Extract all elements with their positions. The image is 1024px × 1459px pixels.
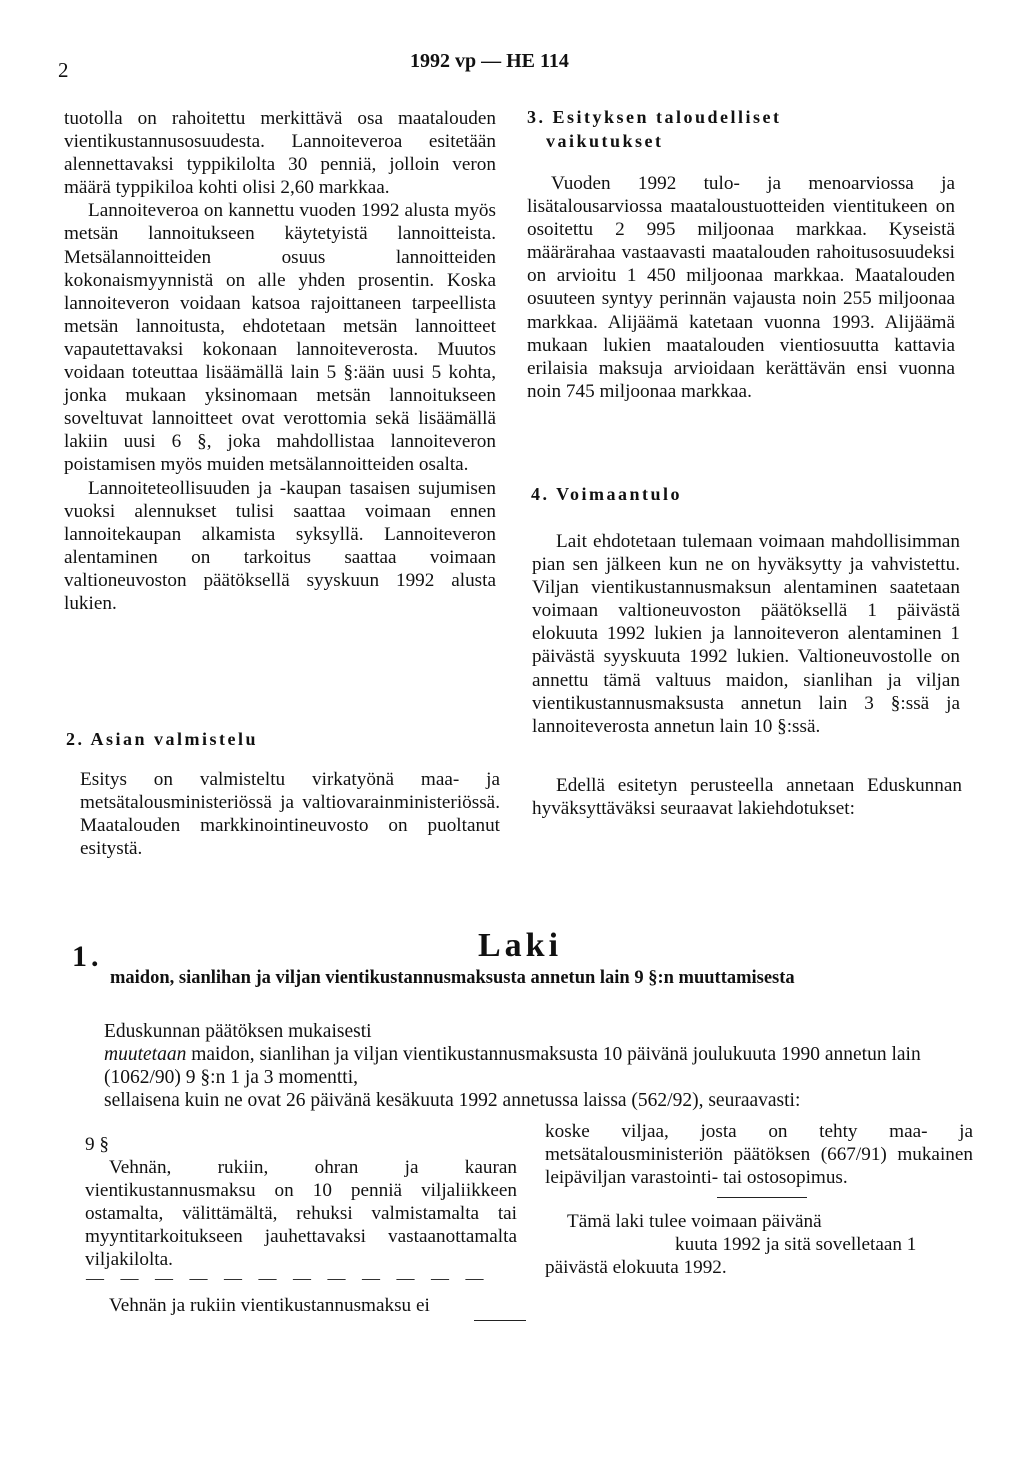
law-left-column: [85, 1133, 517, 1272]
running-title: 1992 vp — HE 114: [410, 50, 569, 72]
section-mark: 9 §: [85, 1134, 109, 1155]
law-section-text: Vehnän, rukiin, ohran ja kauran vientikustannusmaksu on 10 penniä viljaliikkeen ostamalta, välittämältä, rehuksi valmistamalta tai myyntitarkoitukseen jauhettavaksi vastaanottamalta viljakilolta.: [85, 1157, 517, 1271]
law-intro-amend: [82, 1043, 977, 1089]
left-paragraph-1: tuotolla on rahoitettu merkittävä osa maatalouden vientikustannusosuudesta. Lannoiteveroa esitetään alennettavaksi typpikilolta 30 penniä, jolloin veron määrä typpikiloa kohti olisi 2,60 markkaa.: [64, 108, 496, 199]
effect-block: [545, 1210, 975, 1279]
section-4-heading: 4. Voimaantulo: [531, 484, 683, 504]
section-4-block: [532, 530, 960, 738]
law-intro-line1: Eduskunnan päätöksen mukaisesti: [104, 1021, 372, 1042]
law-left-column-continued: [85, 1294, 525, 1317]
section-3-heading-line2: vaikutukset: [546, 131, 664, 151]
law-intro-line3: sellaisena kuin ne ovat 26 päivänä kesäkuuta 1992 annetussa laissa (562/92), seuraavasti:: [104, 1090, 801, 1111]
divider-rule-right: [717, 1197, 807, 1198]
law-number: 1.: [72, 940, 103, 973]
left-paragraph-3: Lannoiteteollisuuden ja -kaupan tasaisen sujumisen vuoksi alennukset tulisi saattaa voimaan ennen lannoitekaupan alkamista syksyllä. Lannoiteveron alentaminen on tarkoitus saattaa voimaan valtioneuvoston päätöksellä syyskuun 1992 alusta lukien.: [64, 477, 496, 614]
law-intro: [82, 1020, 977, 1112]
omission-dashes: — — — — — — — — — — — —: [86, 1268, 490, 1288]
section-2-heading: 2. Asian valmistelu: [66, 729, 259, 749]
section-3-heading-line1: 3. Esityksen taloudelliset: [527, 107, 782, 127]
section-3-block: [527, 172, 955, 403]
closing-text: Edellä esitetyn perusteella annetaan Eduskunnan hyväksyttäväksi seuraavat lakiehdotukset:: [532, 775, 962, 820]
closing-block: [532, 774, 962, 820]
divider-rule-left: [474, 1320, 526, 1321]
law-right-text: koske viljaa, josta on tehty maa- ja metsätalousministeriön päätöksen (667/91) mukainen leipäviljan varastointi- tai ostosopimus.: [545, 1121, 973, 1189]
law-intro-line2: maidon, sianlihan ja viljan vientikustannusmaksusta 10 päivänä joulukuuta 1990 annetun lain (1062/90) 9 §:n 1 ja 3 momentti,: [104, 1044, 921, 1088]
section-4-text: Lait ehdotetaan tulemaan voimaan mahdollisimman pian sen jälkeen kun ne on hyväksytty ja vahvistettu. Viljan vientikustannusmaksun alentaminen saatetaan voimaan valtioneuvoston päätöksellä 1 päivästä elokuuta 1992 lukien ja lannoiteveron alentaminen 1 päivästä syyskuuta 1992 lukien. Valtioneuvostolle on annettu tämä valtuus maidon, sianlihan ja viljan vientikustannusmaksusta annetun lain 3 §:ssä ja lannoiteverosta annetun lain 10 §:ssä.: [532, 531, 960, 737]
law-right-column: [545, 1120, 973, 1189]
section-2-block: [80, 768, 500, 860]
effect-line2: kuuta 1992 ja sitä sovelletaan 1: [675, 1234, 917, 1256]
page-number: 2: [58, 58, 69, 82]
left-column: [64, 107, 496, 615]
effect-line3: päivästä elokuuta 1992.: [545, 1257, 727, 1279]
section-3-text: Vuoden 1992 tulo- ja menoarviossa ja lisätalousarviossa maataloustuotteiden vientitukeen on osoitettu 2 995 miljoonaa markkaa. Kyseistä määrärahaa vastaavasti maatalouden rahoitusosuudeksi on arvioitu 1 450 miljoonaa markkaa. Maatalouden osuuteen syntyy perinnän vajausta noin 255 miljoonaa markkaa. Alijäämä katetaan vuonna 1993. Alijäämä mukaan lukien maatalouden vientiosuutta kattavia erilaisia maksuja arvioidaan kerättävän ensi vuonna noin 745 miljoonaa markkaa.: [527, 173, 955, 402]
effect-line1: Tämä laki tulee voimaan päivänä: [567, 1211, 822, 1232]
law-subtitle: maidon, sianlihan ja viljan vientikustannusmaksusta annetun lain 9 §:n muuttamisesta: [110, 968, 795, 988]
law-title: Laki: [478, 927, 563, 964]
law-section-text-2: Vehnän ja rukiin vientikustannusmaksu ei: [109, 1295, 430, 1316]
section-2-text: Esitys on valmisteltu virkatyönä maa- ja metsätalousministeriössä ja valtiovarainministeriössä. Maatalouden markkinointineuvosto on puoltanut esitystä.: [80, 769, 500, 860]
law-intro-verb: muutetaan: [104, 1044, 187, 1065]
left-paragraph-2: Lannoiteveroa on kannettu vuoden 1992 alusta myös metsän lannoitukseen käytetyistä lannoitteista. Metsälannoitteiden osuus lannoitteiden kokonaismyynnistä on alle yhden prosentin. Koska lannoiteveron voidaan katsoa rajoittaneen tarpeellista metsän lannoitusta, ehdotetaan metsän lannoitteet vapautettavaksi kokonaan lannoiteverosta. Muutos voidaan toteuttaa lisäämällä lain 5 §:ään uusi 5 kohta, jonka mukaan yksinomaan metsän lannoitukseen soveltuvat lannoitteet ovat verottomia sekä lisäämällä lakiin uusi 6 §, joka mahdollistaa lannoiteveron poistamisen myös muiden metsälannoitteiden osalta.: [64, 200, 496, 476]
